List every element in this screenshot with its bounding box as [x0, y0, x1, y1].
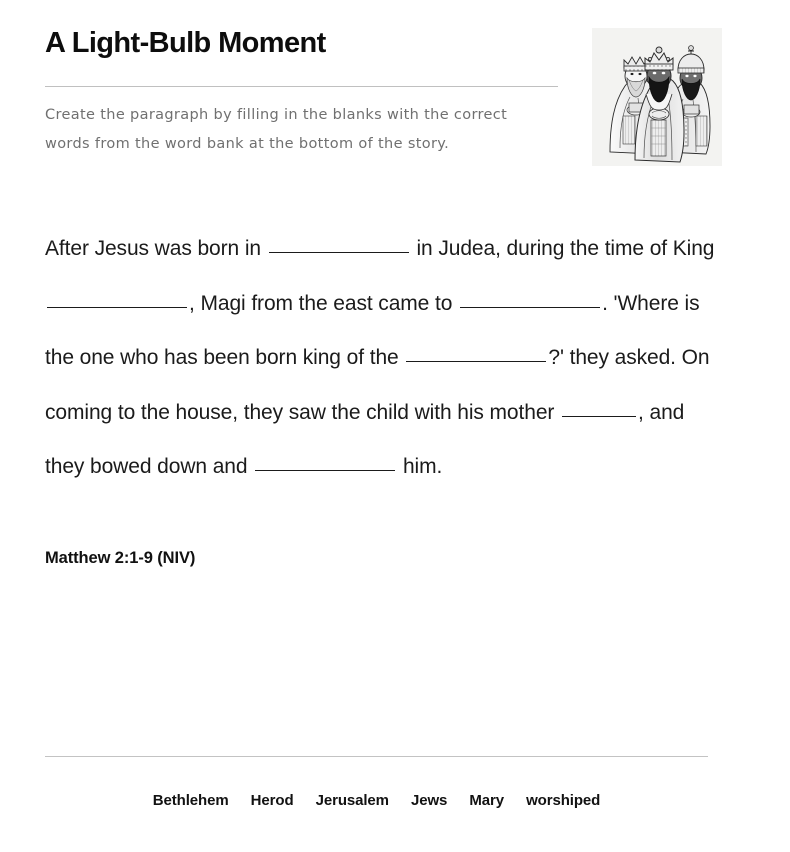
word-bank-divider — [45, 756, 708, 757]
answer-blank-2[interactable] — [47, 307, 187, 308]
answer-blank-6[interactable] — [255, 470, 395, 471]
answer-blank-5[interactable] — [562, 416, 636, 417]
instructions-text: Create the paragraph by filling in the blanks with the correct words from the word bank at the bottom of the story. — [45, 107, 508, 152]
story-text: time of King — [604, 237, 715, 260]
header-divider — [45, 86, 558, 87]
answer-blank-4[interactable] — [406, 361, 546, 362]
story-text: . 'Where is the one who has been born king of — [45, 291, 700, 369]
story-text: , and they bowed — [45, 400, 685, 478]
story-text: After Jesus was born in — [45, 237, 261, 260]
three-wise-men-illustration — [592, 28, 722, 166]
word-bank-item[interactable]: Jerusalem — [315, 792, 389, 809]
story-text: in Judea, during the — [416, 237, 599, 260]
page-title: A Light-Bulb Moment — [45, 27, 326, 59]
story-text: , Magi from the east came to — [189, 291, 453, 315]
story-paragraph — [45, 222, 717, 495]
word-bank-item[interactable]: Bethlehem — [152, 792, 229, 809]
wise-men-icon — [592, 28, 722, 166]
word-bank — [45, 792, 708, 809]
story-text: ?' they asked. On coming to the house, — [45, 346, 710, 424]
answer-blank-3[interactable] — [460, 307, 600, 308]
word-bank-item[interactable]: Mary — [469, 792, 504, 809]
story-text: they saw the child with his mother — [243, 400, 555, 424]
word-bank-item[interactable]: worshiped — [526, 792, 601, 809]
word-bank-item[interactable]: Jews — [411, 792, 448, 809]
answer-blank-1[interactable] — [269, 252, 409, 253]
story-text: the — [369, 346, 399, 369]
word-bank-item[interactable]: Herod — [250, 792, 294, 809]
scripture-citation: Matthew 2:1-9 (NIV) — [45, 549, 196, 567]
story-text: him. — [402, 455, 443, 478]
story-text: down and — [157, 455, 248, 478]
